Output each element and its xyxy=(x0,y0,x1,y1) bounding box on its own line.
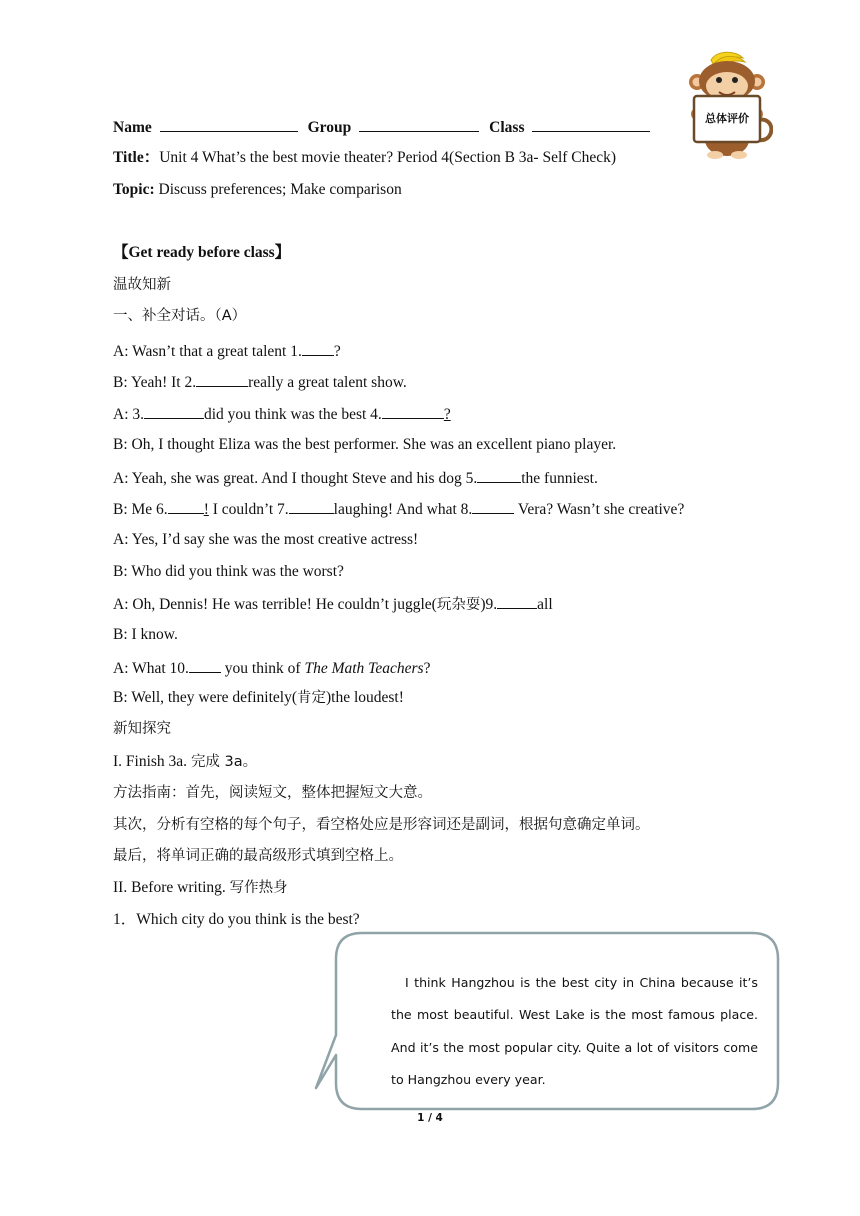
dialogue-text: Vera? Wasn’t she creative? xyxy=(514,501,685,518)
section-heading: 【Get ready before class】 xyxy=(113,244,291,261)
dialogue-text: you think of xyxy=(220,660,305,677)
guide-line-3: 最后，将单词正确的最高级形式填到空格上。 xyxy=(113,848,403,864)
blank-1[interactable] xyxy=(302,340,334,356)
dialogue-line-4: B: Oh, I thought Eliza was the best performer. She was an excellent piano player. xyxy=(113,436,617,453)
review-title: 温故知新 xyxy=(113,277,171,293)
task-text-cn: 写作热身 xyxy=(229,880,288,896)
evaluation-badge-text: 总体评价 xyxy=(705,112,749,125)
title-text: Unit 4 What’s the best movie theater? Period 4(Section B 3a- Self Check) xyxy=(159,149,617,166)
dialogue-text: did you think was the best 4. xyxy=(204,406,382,423)
topic-label: Topic: xyxy=(113,181,155,198)
dialogue-line-12 xyxy=(113,688,404,708)
title-line xyxy=(113,148,616,168)
class-label: Class xyxy=(489,119,525,136)
task-text: I. Finish 3a. xyxy=(113,753,191,770)
bubble-text: I think Hangzhou is the best city in China because it’s the most beautiful. West Lake is the most famous place. And it’s the most popular city. Quite a lot of visitors come to Hangzhou every year. xyxy=(391,975,758,1087)
exercise-title: 一、补全对话。（A） xyxy=(113,308,247,324)
dialogue-gloss: 肯定 xyxy=(296,690,326,706)
topic-line xyxy=(113,180,402,200)
dialogue-text: B: Me 6. xyxy=(113,501,168,518)
dialogue-text: laughing! And what 8. xyxy=(333,501,473,518)
dialogue-text: )9. xyxy=(480,596,498,613)
dialogue-text: I couldn’t 7. xyxy=(208,501,289,518)
monkey-mascot-icon xyxy=(683,48,773,160)
class-blank[interactable] xyxy=(532,117,650,132)
blank-6[interactable] xyxy=(168,498,204,514)
dialogue-line-2 xyxy=(113,371,407,393)
dialogue-text: ? xyxy=(443,406,451,423)
dialogue-text: ? xyxy=(423,660,431,677)
dialogue-line-8: B: Who did you think was the worst? xyxy=(113,563,344,580)
dialogue-line-5 xyxy=(113,467,598,489)
blank-9[interactable] xyxy=(497,593,537,609)
dialogue-text: ? xyxy=(333,343,341,360)
dialogue-text: A: What 10. xyxy=(113,660,189,677)
dialogue-text: )the loudest! xyxy=(325,689,404,706)
dialogue-title-italic: The Math Teachers xyxy=(304,660,424,677)
dialogue-line-1 xyxy=(113,340,341,362)
dialogue-line-11 xyxy=(113,657,430,679)
task-text-cn: 完成 3a。 xyxy=(190,754,258,770)
dialogue-line-7: A: Yes, I’d say she was the most creative actress! xyxy=(113,531,419,548)
dialogue-line-9 xyxy=(113,593,553,615)
task-2 xyxy=(113,878,288,898)
dialogue-text: A: Oh, Dennis! He was terrible! He couldn’t juggle( xyxy=(113,596,437,613)
group-label: Group xyxy=(307,119,352,136)
task-text: II. Before writing. xyxy=(113,879,230,896)
dialogue-text: B: Well, they were definitely( xyxy=(113,689,297,706)
blank-7[interactable] xyxy=(289,498,334,514)
name-blank[interactable] xyxy=(160,117,298,132)
guide-line-2: 其次，分析有空格的每个句子，看空格处应是形容词还是副词，根据句意确定单词。 xyxy=(113,817,650,833)
header-fields-row xyxy=(113,117,656,138)
new-knowledge-title: 新知探究 xyxy=(113,721,171,737)
blank-4[interactable] xyxy=(382,403,444,419)
dialogue-text: the funniest. xyxy=(521,470,598,487)
dialogue-text: all xyxy=(537,596,553,613)
guide-line-1: 方法指南：首先，阅读短文，整体把握短文大意。 xyxy=(113,785,432,801)
dialogue-text: A: 3. xyxy=(113,406,144,423)
blank-10[interactable] xyxy=(189,657,221,673)
blank-2[interactable] xyxy=(196,371,248,387)
dialogue-line-10: B: I know. xyxy=(113,626,178,643)
blank-5[interactable] xyxy=(477,467,521,483)
task-1 xyxy=(113,752,257,772)
title-label: Title： xyxy=(113,149,160,166)
dialogue-line-3 xyxy=(113,403,451,425)
topic-text: Discuss preferences; Make comparison xyxy=(154,181,402,198)
group-blank[interactable] xyxy=(359,117,479,132)
dialogue-line-6 xyxy=(113,498,684,520)
blank-3[interactable] xyxy=(144,403,204,419)
name-label: Name xyxy=(113,119,152,136)
dialogue-text: ! xyxy=(203,501,209,518)
dialogue-text: really a great talent show. xyxy=(248,374,407,391)
dialogue-gloss: 玩杂耍 xyxy=(436,597,481,613)
page-number: 1 / 4 xyxy=(417,1112,443,1124)
dialogue-text: A: Yeah, she was great. And I thought Steve and his dog 5. xyxy=(113,470,478,487)
blank-8[interactable] xyxy=(472,498,514,514)
question-1: 1．Which city do you think is the best? xyxy=(113,911,360,928)
dialogue-text: A: Wasn’t that a great talent 1. xyxy=(113,343,302,360)
dialogue-text: B: Yeah! It 2. xyxy=(113,374,197,391)
